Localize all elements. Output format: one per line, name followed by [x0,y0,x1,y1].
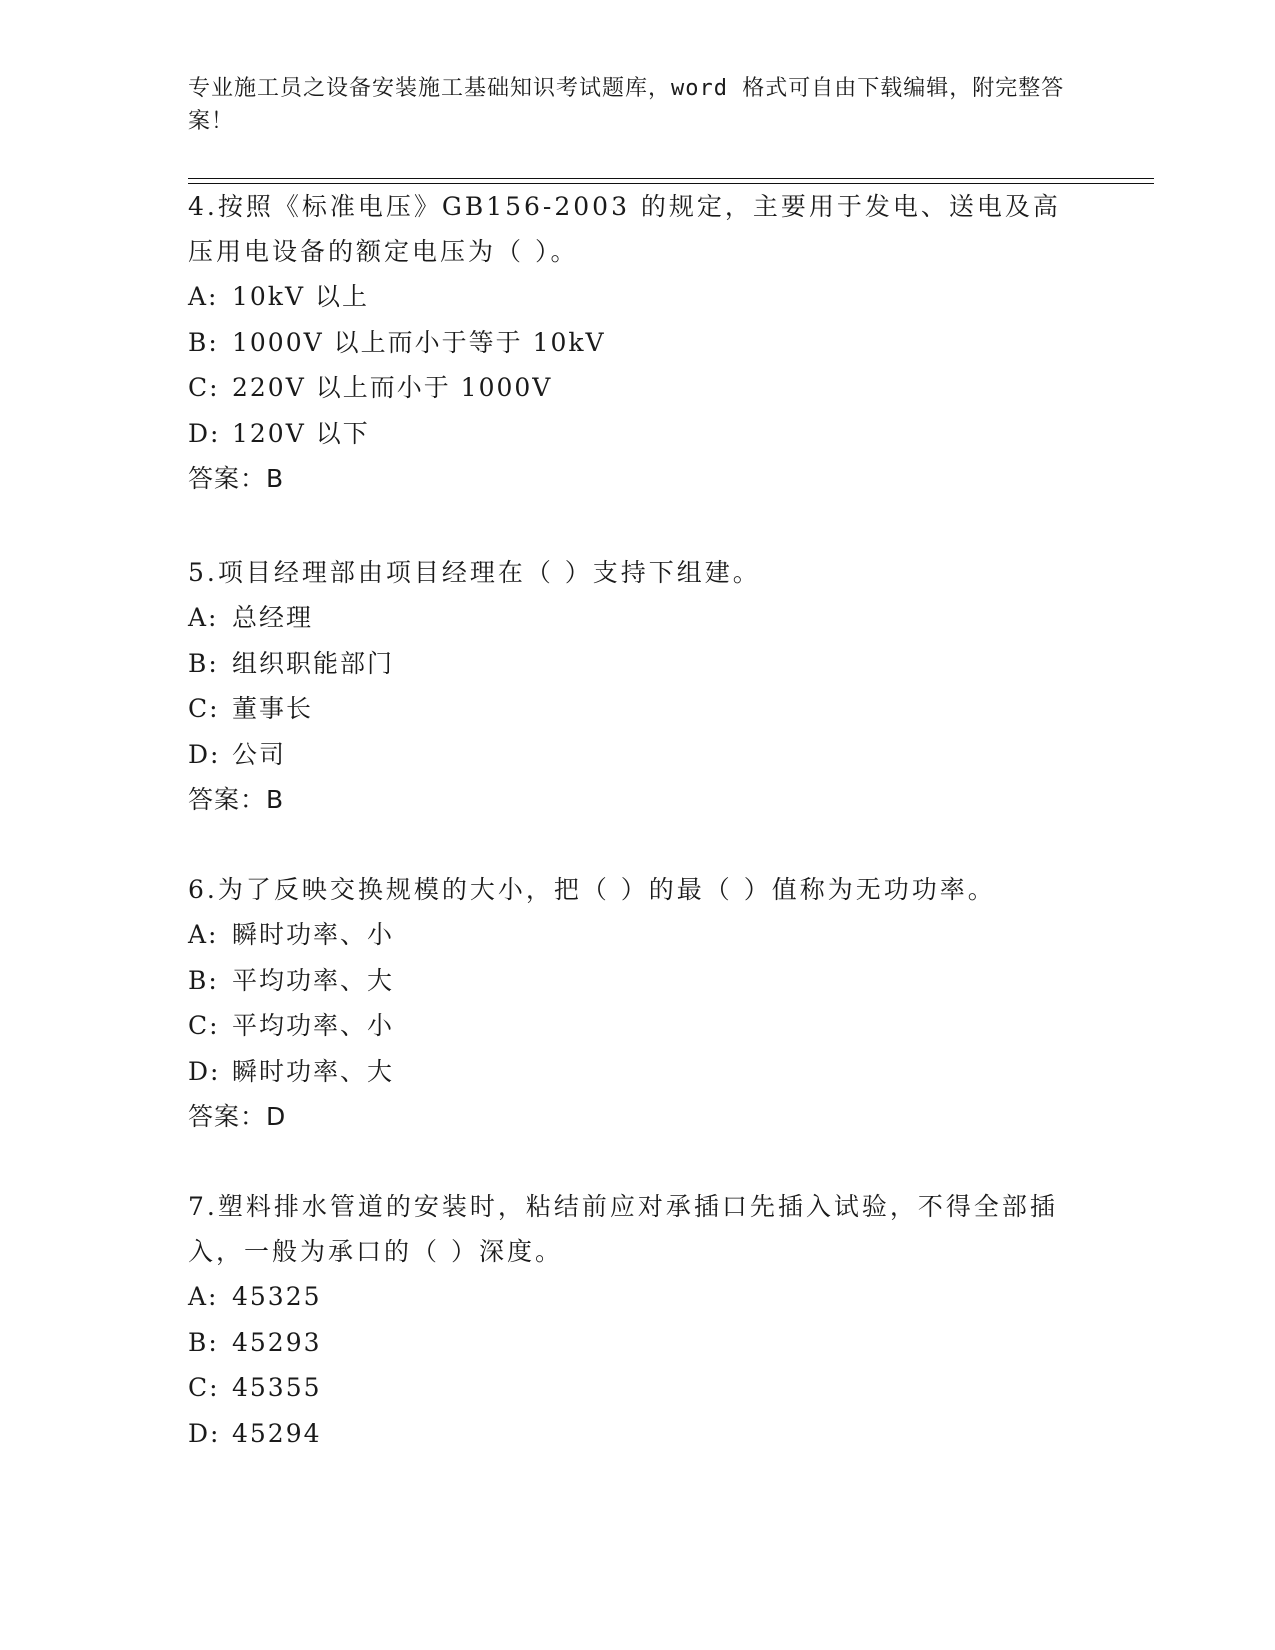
option-d [188,1411,1068,1457]
option-a [188,595,1068,641]
option-text: 公司 [232,739,287,769]
option-text: 45294 [232,1418,322,1448]
option-text: 45325 [232,1282,322,1311]
question-stem: 5.项目经理部由项目经理在（ ）支持下组建。 [188,558,761,587]
option-b [188,958,1068,1004]
option-label: C: [188,1011,220,1040]
option-label: A: [188,603,219,632]
option-label: D: [188,1418,221,1448]
option-a [188,912,1068,958]
option-text: 组织职能部门 [232,648,395,678]
option-text: 瞬时功率、小 [232,920,395,949]
option-a [188,1274,1068,1320]
option-text: 总经理 [232,603,314,632]
question-6 [188,867,1068,1139]
question-5 [188,550,1068,822]
option-text: 平均功率、大 [232,965,395,995]
option-b [188,641,1068,687]
question-stem: 6.为了反映交换规模的大小，把（ ）的最（ ）值称为无功功率。 [188,875,996,904]
option-text: 10kV 以上 [232,282,369,311]
question-7 [188,1184,1068,1456]
option-text: 220V 以上而小于 1000V [232,373,553,402]
option-a [188,274,1068,320]
option-label: B: [188,327,219,357]
option-text: 董事长 [232,694,314,723]
answer-line: 答案：D [188,1102,287,1131]
answer-line: 答案：B [188,464,285,493]
option-d [188,1049,1068,1095]
option-d [188,732,1068,778]
option-c [188,686,1068,732]
option-label: D: [188,1056,221,1086]
option-text: 瞬时功率、大 [232,1056,395,1086]
option-label: B: [188,1327,219,1357]
option-b [188,1320,1068,1366]
question-stem: 7.塑料排水管道的安装时，粘结前应对承插口先插入试验，不得全部插入，一般为承口的（ ）深度。 [188,1192,1058,1266]
answer-line: 答案：B [188,785,285,814]
option-label: B: [188,648,219,678]
option-text: 1000V 以上而小于等于 10kV [232,327,606,357]
option-label: A: [188,1282,219,1311]
option-text: 45293 [232,1327,322,1357]
option-label: C: [188,694,220,723]
option-text: 120V 以下 [232,418,370,448]
option-d [188,411,1068,457]
option-c [188,1003,1068,1049]
option-label: D: [188,739,221,769]
question-stem: 4.按照《标准电压》GB156-2003 的规定，主要用于发电、送电及高压用电设备的额定电压为（ ）。 [188,192,1061,266]
option-label: C: [188,1373,220,1402]
option-b [188,320,1068,366]
question-4 [188,184,1068,501]
option-c [188,1365,1068,1411]
option-text: 平均功率、小 [232,1011,395,1040]
document-intro: 专业施工员之设备安装施工基础知识考试题库，word 格式可自由下载编辑，附完整答案！ [188,76,1065,134]
option-text: 45355 [232,1373,322,1402]
option-label: A: [188,920,219,949]
option-label: A: [188,282,219,311]
option-label: C: [188,373,220,402]
option-label: D: [188,418,221,448]
option-label: B: [188,965,219,995]
header-divider-top [188,178,1154,179]
option-c [188,365,1068,411]
